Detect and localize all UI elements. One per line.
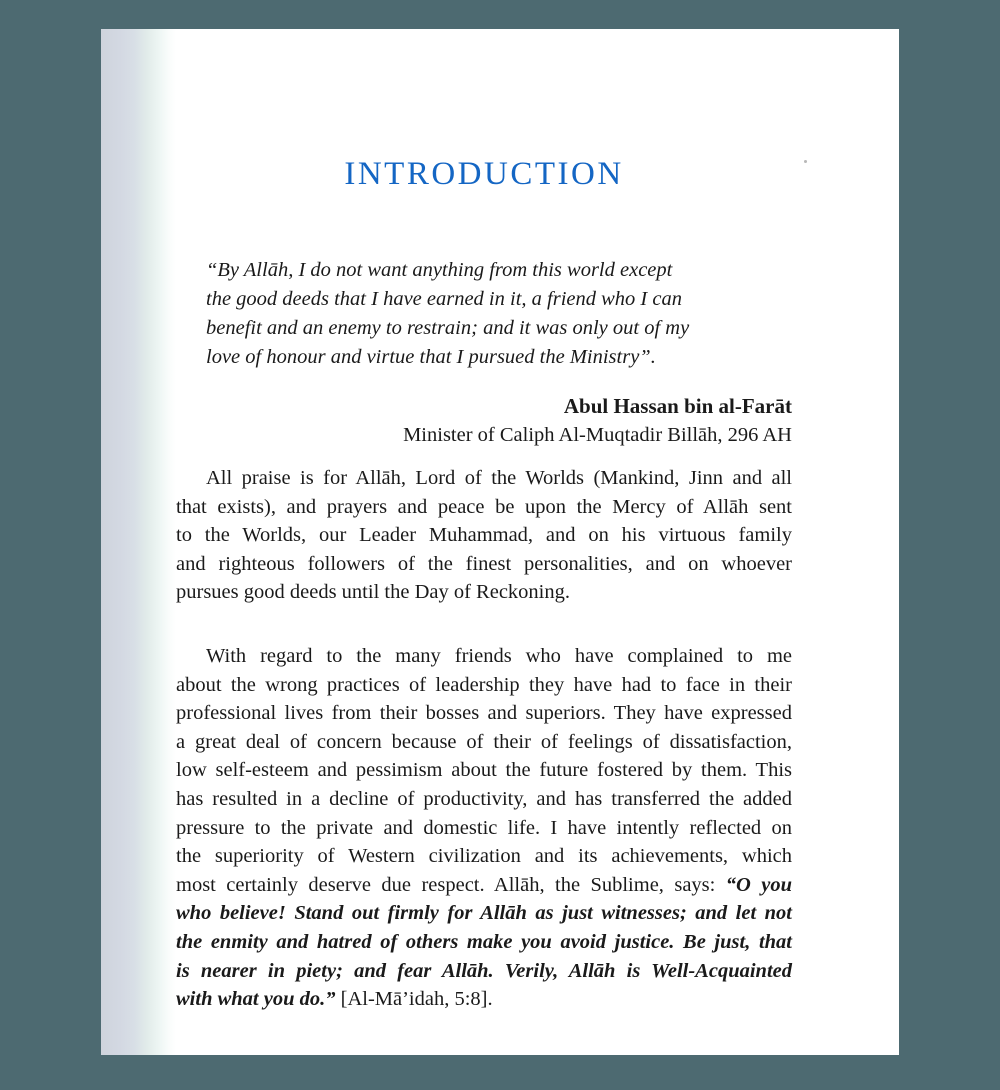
paragraph-line	[176, 871, 792, 900]
quran-quote-line: who believe! Stand out firmly for Allāh as just witnesses; and let not	[176, 902, 792, 925]
body-paragraph-1	[176, 464, 792, 607]
paragraph-line: to the Worlds, our Leader Muhammad, and on his virtuous family	[176, 524, 792, 547]
paragraph-line: pressure to the private and domestic life. I have intently reflected on	[176, 816, 792, 839]
quran-quote-line: is nearer in piety; and fear Allāh. Verily, Allāh is Well-Acquainted	[176, 959, 792, 982]
paragraph-line: pursues good deeds until the Day of Reckoning.	[176, 581, 570, 604]
book-page	[101, 29, 899, 1055]
paragraph-line: has resulted in a decline of productivity, and has transferred the added	[176, 787, 792, 810]
attribution-role: Minister of Caliph Al-Muqtadir Billāh, 296 AH	[403, 424, 792, 446]
paper-speck	[804, 160, 807, 163]
epigraph-quote	[206, 256, 786, 372]
paragraph-line	[176, 985, 792, 1014]
quran-quote-line: the enmity and hatred of others make you avoid justice. Be just, that	[176, 930, 792, 953]
binding-shadow	[101, 29, 176, 1055]
paragraph-line: All praise is for Allāh, Lord of the Worlds (Mankind, Jinn and all	[206, 467, 792, 489]
body-paragraph-2	[176, 642, 792, 1014]
paragraph-line: professional lives from their bosses and superiors. They have expressed	[176, 702, 792, 725]
chapter-title: INTRODUCTION	[344, 156, 624, 192]
paragraph-line: low self-esteem and pessimism about the future fostered by them. This	[176, 759, 792, 782]
paragraph-line: about the wrong practices of leadership they have had to face in their	[176, 673, 792, 696]
paragraph-line: a great deal of concern because of their of feelings of dissatisfaction,	[176, 730, 792, 753]
epigraph-line: “By Allāh, I do not want anything from this world except	[206, 259, 673, 281]
quran-citation: [Al-Mā’idah, 5:8].	[335, 988, 493, 1011]
paragraph-line: With regard to the many friends who have complained to me	[206, 645, 792, 667]
quran-quote-close: with what you do.”	[176, 988, 336, 1011]
attribution-author: Abul Hassan bin al-Farāt	[563, 394, 792, 418]
epigraph-attribution	[176, 391, 792, 449]
epigraph-line: the good deeds that I have earned in it, a friend who I can	[206, 288, 682, 310]
paragraph-text: most certainly deserve due respect. Allāh, the Sublime, says:	[176, 873, 726, 896]
epigraph-line: love of honour and virtue that I pursued the Ministry”.	[206, 346, 656, 368]
paragraph-line: and righteous followers of the finest personalities, and on whoever	[176, 552, 792, 575]
quran-quote-open: “O you	[725, 873, 792, 896]
epigraph-line: benefit and an enemy to restrain; and it was only out of my	[206, 317, 690, 339]
paragraph-line: the superiority of Western civilization and its achievements, which	[176, 845, 792, 868]
paragraph-line: that exists), and prayers and peace be upon the Mercy of Allāh sent	[176, 495, 792, 518]
